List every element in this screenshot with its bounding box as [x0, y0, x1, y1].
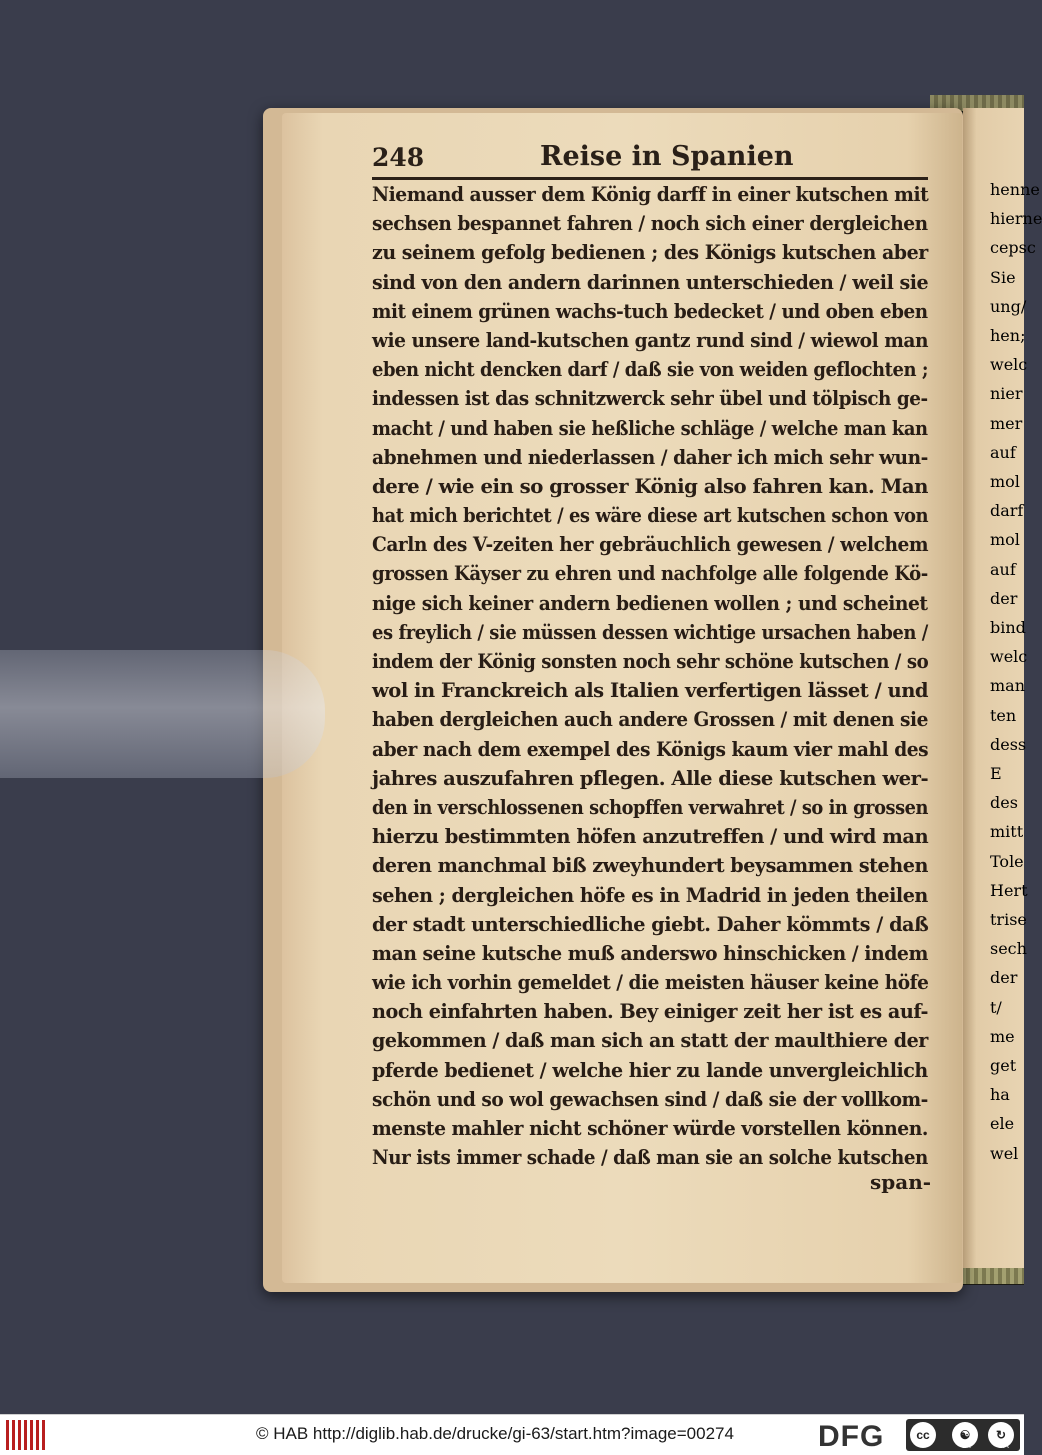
facing-page-fragment: ele: [990, 1114, 1015, 1134]
text-line: Nur ists immer schade / daß man sie an solche kutschen: [372, 1145, 928, 1170]
sa-icon: ↻: [988, 1422, 1014, 1448]
facing-page-fragment: mer: [990, 413, 1023, 433]
facing-page-fragment: Hert: [990, 880, 1028, 900]
facing-page-fragment: Tole: [990, 851, 1024, 871]
facing-page-fragment: welc: [990, 647, 1028, 667]
text-line: dere / wie ein so grosser König also fahren kan. Man: [372, 473, 928, 498]
text-line: Carln des V-zeiten her gebräuchlich gewesen / welchem: [372, 532, 929, 557]
text-line: Niemand ausser dem König darff in einer kutschen mit: [372, 182, 929, 206]
page-holder-clip: [0, 650, 325, 778]
running-title: Reise in Spanien: [540, 141, 794, 172]
sa-label: SA: [998, 1441, 1009, 1450]
text-line: hierzu bestimmten höfen anzutreffen / und wird man: [372, 824, 929, 849]
text-line: indem der König sonsten noch sehr schöne kutschen / so: [372, 649, 929, 673]
text-line: deren manchmal biß zweyhundert beysammen stehen: [372, 853, 928, 878]
facing-page-fragment: ha: [990, 1085, 1010, 1105]
text-line: hat mich berichtet / es wäre diese art kutschen schon von: [372, 503, 929, 528]
facing-page-fragment: ten: [990, 705, 1017, 725]
facing-page-fragment: dess: [990, 734, 1027, 754]
facing-page-fragment: hierne: [990, 209, 1042, 229]
text-line: abnehmen und niederlassen / daher ich mich sehr wun-: [372, 444, 928, 469]
text-line: den in verschlossenen schopffen verwahret / so in grossen: [372, 794, 929, 819]
facing-page-fragment: der: [990, 588, 1018, 608]
facing-page-fragment: E: [990, 764, 1002, 783]
facing-page-fragment: auf: [990, 559, 1016, 579]
facing-page-fragment: man: [990, 676, 1026, 696]
text-line: noch einfahrten haben. Bey einiger zeit her ist es auf-: [372, 999, 928, 1024]
text-line: schön und so wol gewachsen sind / daß sie der vollkom-: [372, 1086, 928, 1111]
page-text: [372, 180, 928, 1172]
facing-page-fragment: mitt: [990, 822, 1024, 842]
facing-page-fragment: ung/: [990, 296, 1027, 316]
facing-page-fragment: des: [990, 793, 1018, 813]
page-header: [372, 143, 928, 180]
facing-page-fragment: cepsc: [990, 238, 1036, 258]
text-line: aber nach dem exempel des Königs kaum vier mahl des: [372, 736, 929, 761]
facing-page-fragment: bind: [990, 618, 1026, 637]
text-line: eben nicht dencken darf / daß sie von weiden geflochten ;: [372, 357, 929, 382]
text-line: es freylich / sie müssen dessen wichtige ursachen haben /: [372, 619, 928, 644]
facing-page-fragment: wel: [990, 1143, 1019, 1163]
text-line: sehen ; dergleichen höfe es in Madrid in jeden theilen: [372, 882, 928, 907]
facing-page-fragment: nier: [990, 384, 1023, 404]
facing-page-fragment: auf: [990, 442, 1016, 462]
text-line: jahres auszufahren pflegen. Alle diese kutschen wer-: [372, 765, 929, 790]
text-line: sind von den andern darinnen unterschieden / weil sie: [372, 269, 929, 294]
by-icon: ☯: [952, 1422, 978, 1448]
text-line: macht / und haben sie heßliche schläge / welche man kan: [372, 415, 928, 440]
text-line: gekommen / daß man sich an statt der maulthiere der: [372, 1028, 928, 1053]
text-line: haben dergleichen auch andere Grossen / mit denen sie: [372, 707, 928, 732]
catchword: span-: [870, 1170, 932, 1194]
text-line: menste mahler nicht schöner würde vorstellen können.: [372, 1116, 928, 1140]
hab-logo-icon: [6, 1420, 48, 1450]
text-line: wie ich vorhin gemeldet / die meisten häuser keine höfe: [372, 970, 929, 995]
text-line: mit einem grünen wachs-tuch bedecket / und oben eben: [372, 298, 928, 323]
text-line: wie unsere land-kutschen gantz rund sind / wiewol man: [372, 327, 929, 352]
facing-page-fragment: hen;: [990, 326, 1026, 345]
facing-page-fragment: sech: [990, 939, 1027, 959]
facing-page-fragment: darf: [990, 501, 1024, 521]
text-line: indessen ist das schnitzwerck sehr übel und tölpisch ge-: [372, 386, 928, 411]
cc-license-badge[interactable]: [906, 1419, 1020, 1451]
text-line: der stadt unterschiedliche giebt. Daher kömmts / daß: [372, 911, 929, 936]
facing-page-fragment: trise: [990, 910, 1027, 929]
facing-page-fragment: t/: [990, 997, 1002, 1017]
text-line: nige sich keiner andern bedienen wollen ; und scheinet: [372, 590, 928, 615]
facing-page-fragment: welc: [990, 355, 1028, 375]
cc-icon: cc: [910, 1422, 936, 1448]
text-line: zu seinem gefolg bedienen ; des Königs kutschen aber: [372, 240, 928, 265]
by-label: BY: [962, 1441, 973, 1450]
facing-page-fragment: mol: [990, 472, 1020, 491]
text-line: pferde bedienet / welche hier zu lande unvergleichlich: [372, 1057, 928, 1082]
text-line: sechsen bespannet fahren / noch sich einer dergleichen: [372, 211, 928, 236]
facing-page-fragment: get: [990, 1056, 1017, 1075]
dfg-logo: DFG: [818, 1420, 885, 1453]
text-line: man seine kutsche muß anderswo hinschicken / indem: [372, 940, 928, 965]
text-line: wol in Franckreich als Italien verfertigen lässet / und: [372, 678, 929, 703]
footer-bar: [0, 1414, 1024, 1455]
facing-page-fragment: Sie: [990, 267, 1016, 287]
facing-page-fragment: henne: [990, 180, 1040, 199]
credit-link[interactable]: © HAB http://diglib.hab.de/drucke/gi-63/start.htm?image=00274: [256, 1424, 734, 1443]
page-number: 248: [372, 143, 425, 172]
facing-page-fragment: me: [990, 1026, 1015, 1046]
facing-page-fragment: mol: [990, 530, 1020, 550]
facing-page-fragment: der: [990, 968, 1018, 988]
text-line: grossen Käyser zu ehren und nachfolge alle folgende Kö-: [372, 561, 928, 586]
